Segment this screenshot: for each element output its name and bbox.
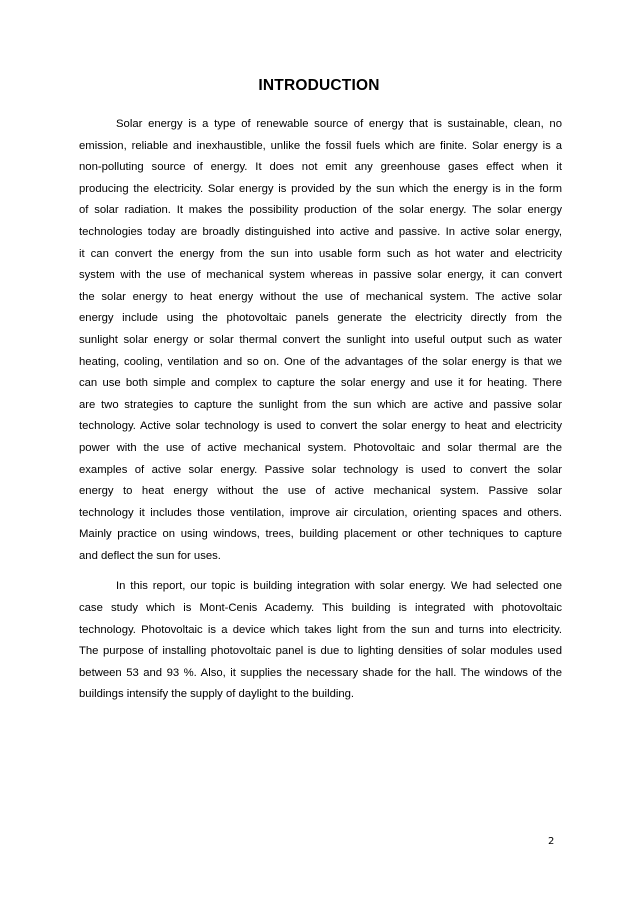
paragraph-gap (79, 567, 562, 576)
text-line: it can convert the energy from the sun into usable form such as hot water and electricity (79, 247, 562, 260)
text-line: Solar energy is a type of renewable source of energy that is sustainable, clean, no (116, 118, 562, 130)
text-line: and deflect the sun for uses. (79, 549, 221, 562)
text-line: power with the use of active mechanical system. Photovoltaic and solar thermal are the (79, 441, 562, 454)
text-line: of solar radiation. It makes the possibility production of the solar energy. The solar energy (79, 204, 562, 217)
text-line: technology it includes those ventilation, improve air circulation, orienting spaces and others. (79, 506, 562, 519)
text-line: case study which is Mont-Cenis Academy. This building is integrated with photovoltaic (79, 602, 562, 615)
text-line: non-polluting source of energy. It does not emit any greenhouse gases effect when it (79, 161, 562, 174)
text-line: between 53 and 93 %. Also, it supplies the necessary shade for the hall. The windows of the (79, 666, 562, 679)
text-line: the solar energy to heat energy without the use of mechanical system. The active solar (79, 290, 562, 303)
text-line: can use both simple and complex to capture the solar energy and use it for heating. There (79, 377, 562, 390)
text-line: energy include using the photovoltaic panels generate the electricity directly from the (79, 312, 562, 325)
text-line: heating, cooling, ventilation and so on. One of the advantages of the solar energy is that we (79, 355, 562, 368)
paragraph-intro (79, 114, 562, 567)
page-number: 2 (548, 836, 555, 847)
text-line: Mainly practice on using windows, trees, building placement or other techniques to capture (79, 528, 562, 541)
page-title: INTRODUCTION (258, 77, 380, 94)
text-line: energy to heat energy without the use of active mechanical system. Passive solar (79, 485, 562, 498)
text-line: technologies today are broadly distinguished into active and passive. In active solar energy, (79, 225, 562, 238)
text-line: examples of active solar energy. Passive solar technology is used to convert the solar (79, 463, 562, 476)
paragraph-report-topic (79, 576, 562, 706)
text-line: The purpose of installing photovoltaic panel is due to lighting densities of solar modules used (79, 645, 562, 658)
body-text (79, 114, 562, 706)
text-line: emission, reliable and inexhaustible, unlike the fossil fuels which are finite. Solar energy is a (79, 139, 562, 152)
text-line: buildings intensify the supply of daylight to the building. (79, 688, 355, 701)
text-line: sunlight solar energy or solar thermal convert the sunlight into useful output such as water (79, 333, 562, 346)
text-line: producing the electricity. Solar energy is provided by the sun which the energy is in the form (79, 182, 562, 195)
text-line: are two strategies to capture the sunlight from the sun which are active and passive solar (79, 398, 562, 411)
text-line: technology. Photovoltaic is a device which takes light from the sun and turns into electricity. (79, 623, 562, 636)
text-line: technology. Active solar technology is used to convert the solar energy to heat and electricity (79, 420, 562, 433)
text-line: In this report, our topic is building integration with solar energy. We had selected one (116, 580, 562, 593)
text-line: system with the use of mechanical system whereas in passive solar energy, it can convert (79, 269, 562, 282)
